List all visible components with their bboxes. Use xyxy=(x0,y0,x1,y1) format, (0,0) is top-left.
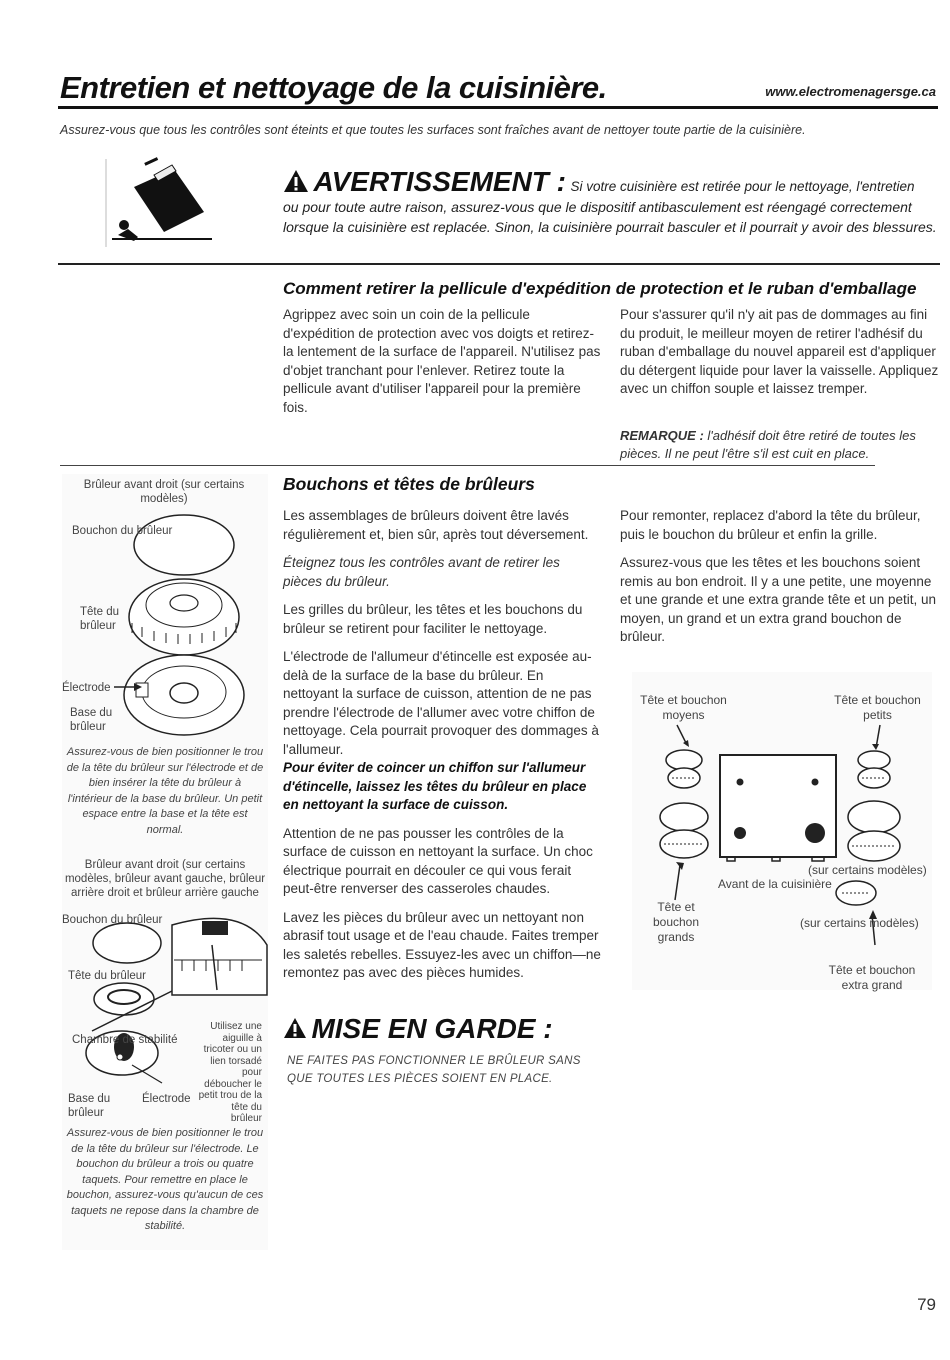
label-bouchon: Bouchon du brûleur xyxy=(72,525,173,537)
fig2-note: Assurez-vous de bien positionner le trou de la tête du brûleur sur l'électrode. Le bouchon du brûleur a trois ou quatre taquets. Pour remettre en place le bouchon, assurez-vous qu'aucun de ces taquets ne repose dans la chambre de stabilité. xyxy=(66,1127,264,1232)
warning-body: ou pour toute autre raison, assurez-vous que le dispositif antibasculement est réengagé correctement lorsque la cuisinière est replacée. Sinon, la cuisinière pourrait basculer et il pourrait y avoir des blessures. xyxy=(283,199,937,235)
label-electrode-2: Électrode xyxy=(142,1093,191,1105)
label-tete-2: Tête du brûleur xyxy=(68,970,146,982)
intro-text: Assurez-vous que tous les contrôles sont éteints et que toutes les surfaces sont fraîches avant de nettoyer toute partie de la cuisinière. xyxy=(60,123,806,137)
label-base: Base du brûleur xyxy=(70,707,113,733)
caution-line1: NE FAITES PAS FONCTIONNER LE BRÛLEUR SANS xyxy=(287,1055,581,1067)
tipping-range-illustration xyxy=(104,157,216,249)
label-chambre: Chambre de stabilité xyxy=(72,1034,178,1046)
note-label: REMARQUE : xyxy=(620,428,704,443)
caution-heading xyxy=(283,1013,553,1045)
burner-p4-bold: Pour éviter de coincer un chiffon sur l'allumeur d'étincelle, laissez les têtes du brûleur en place en nettoyant la surface de cuisson. xyxy=(283,760,587,812)
burner-p3: Les grilles du brûleur, les têtes et les bouchons du brûleur se retirent pour faciliter le nettoyage. xyxy=(283,602,583,636)
fig1-note: Assurez-vous de bien positionner le trou de la tête du brûleur sur l'électrode et de bien insérer la tête du brûleur à l'intérieur de la base du brûleur. Un petit espace entre la base et la tête est normal. xyxy=(66,746,264,836)
fig2-caption: Brûleur avant droit (sur certains modèles, brûleur avant gauche, brûleur arrière droit et brûleur arrière gauche xyxy=(64,859,266,899)
film-note xyxy=(620,427,930,463)
note-text: l'adhésif doit être retiré de toutes les pièces. Il ne peut l'être s'il est cuit en place. xyxy=(620,428,916,461)
caution-line2: QUE TOUTES LES PIÈCES SOIENT EN PLACE. xyxy=(287,1073,553,1085)
burner-col-right xyxy=(620,507,938,657)
title-rule xyxy=(58,106,938,109)
label-front: Avant de la cuisinière xyxy=(718,877,832,891)
burner-p4: L'électrode de l'allumeur d'étincelle est exposée au-delà de la surface de la base du brûleur. En nettoyant la surface de cuisson, attention de ne pas prendre l'électrode de l'allumer avec votre chiffon de nettoyage. Cela pourrait provoquer des dommages à l'allumeur. xyxy=(283,649,599,757)
burner-p2: Éteignez tous les contrôles avant de retirer les pièces du brûleur. xyxy=(283,555,560,589)
sizes-text: Assurez-vous que les têtes et les bouchons soient remis au bon endroit. Il y a une petite, une moyenne et une grande et une extra grande tête et un petit, un moyen, un grand et un extra grand bouchon de brûleur. xyxy=(620,555,936,644)
label-models-2: (sur certains modèles) xyxy=(800,916,919,930)
reassemble-text: Pour remonter, replacez d'abord la tête du brûleur, puis le bouchon du brûleur et enfin la grille. xyxy=(620,508,921,542)
warning-triangle-icon xyxy=(283,169,309,193)
label-tete: Tête du brûleur xyxy=(80,606,119,632)
burner-section-heading: Bouchons et têtes de brûleurs xyxy=(283,474,535,494)
fig1-caption: Brûleur avant droit (sur certains modèles) xyxy=(83,479,245,505)
website-link[interactable]: www.electromenagersge.ca xyxy=(765,84,936,99)
label-models-1: (sur certains modèles) xyxy=(808,863,927,877)
warning-heading xyxy=(283,166,914,198)
label-base-2: Base du brûleur xyxy=(68,1093,111,1119)
burner-p5: Attention de ne pas pousser les contrôles de la surface de cuisson en nettoyant la surface. Un choc électrique pourrait en découler ce qui vous ferait peut-être renverser des casseroles chaudes. xyxy=(283,825,593,896)
label-bouchon-2: Bouchon du brûleur xyxy=(62,914,163,926)
label-bottom-left: Tête et bouchon grands xyxy=(652,900,700,944)
film-col1: Agrippez avec soin un coin de la pellicule d'expédition de protection avec vos doigts et retirez-la lentement de la surface de l'appareil. N'utilisez pas d'objet tranchant pour l'enlever. Retirez toute la pellicule avant d'utiliser l'appareil pour la première fois. xyxy=(283,307,601,415)
page-number: 79 xyxy=(917,1295,936,1314)
burner-col-center xyxy=(283,507,601,993)
film-col2: Pour s'assurer qu'il n'y ait pas de dommages au fini du produit, le meilleur moyen de retirer l'adhésif du ruban d'emballage du nouvel appareil est d'appliquer du détergent liquide pour laver la vaisselle. Appliquez avec un chiffon souple et laissez tremper. xyxy=(620,307,939,396)
burner-p1: Les assemblages de brûleurs doivent être lavés régulièrement et, bien sûr, après tout déversement. xyxy=(283,508,589,542)
label-utilisez: Utilisez une aiguille à tricoter ou un lien torsadé pour déboucher le petit trou de la tête du brûleur xyxy=(198,1021,262,1124)
section-rule xyxy=(60,465,875,466)
film-section-heading: Comment retirer la pellicule d'expédition de protection et le ruban d'emballage xyxy=(283,279,917,298)
page-title: Entretien et nettoyage de la cuisinière. xyxy=(60,70,607,105)
burner-p6: Lavez les pièces du brûleur avec un nettoyant non abrasif tout usage et de l'eau chaude. Faites tremper les saletés rebelles. Essuyez-les avec un chiffon—ne remontez pas avec des pièces humides. xyxy=(283,909,601,980)
caution-title: MISE EN GARDE : xyxy=(311,1013,553,1044)
warning-rule xyxy=(58,263,940,265)
label-top-left: Tête et bouchon moyens xyxy=(640,693,727,722)
label-top-right: Tête et bouchon petits xyxy=(834,693,921,722)
caution-body xyxy=(287,1052,581,1088)
label-bottom-right: Tête et bouchon extra grand xyxy=(828,963,916,992)
label-electrode: Électrode xyxy=(62,682,111,694)
warning-title: AVERTISSEMENT : xyxy=(313,166,566,197)
warning-triangle-icon xyxy=(283,1017,307,1039)
warning-lead: Si votre cuisinière est retirée pour le nettoyage, l'entretien xyxy=(570,179,915,194)
